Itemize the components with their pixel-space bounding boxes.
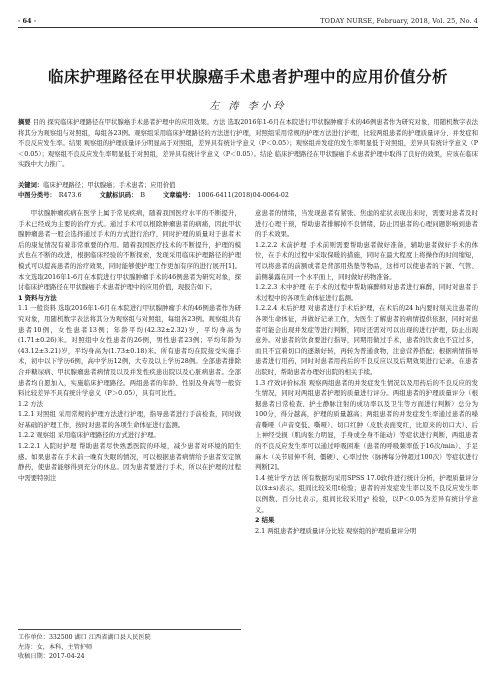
section-heading: 1 资料与方法	[18, 293, 57, 302]
article-authors: 左 涛 李小玲	[209, 101, 287, 112]
intro-paragraph: 甲状腺肿瘤疾病在医学上属于常见疾病，随着我国医疗水平的不断提升，手术已经成为主要的治疗方式。通过手术可以根除肿瘤患者的病痛，因此甲状腺肿瘤患者一般会选择通过手术的方式进行治疗，同时护理的质量对于患者术后的康复情况有着非常重要的作用。随着我国医疗技术的不断提升，护理的模式也在不断的改进，根据临床经验的不断探索，发现采用临床护理路径的护理模式可以提高患者的治疗效果，同时能够使护理工作更加有序的进行展开[1]。本文选取2016年1-6月在本院进行甲状腺肿瘤手术的46例患者为研究对象，探讨临床护理路径在甲状腺癌手术患者护理中的应用价值，现报告如下。	[18, 209, 241, 292]
keywords	[18, 181, 478, 192]
abstract-text: 目的 探究临床护理路径在甲状腺癌手术患者护理中的应用效果。方法 选取2016年1-6月在本院进行甲状腺肿瘤手术的46例患者作为研究对象，用随机数字表法将其分为观察组与对照组，每组各23例。观察组采用临床护理路径的方法进行护理，对照组采用常规的护理方法进行护理，比较两组患者的护理质量评分、并发症和不良反应发生率。结果 观察组的护理质量评分明显高于对照组，差异具有统计学意义（P＜0.05）；观察组并发症的发生率明显低于对照组，差异具有统计学意义（P＜0.05）；观察组不良反应发生率明显低于对照组，差异具有统计学意义（P＜0.05）。结论 临床护理路径在甲状腺癌手术患者护理中取得了良好的效果，应该在临床实践中大力推广。	[18, 119, 478, 168]
article-number: 文章编号： 1006-6411(2018)04-0064-02	[162, 192, 289, 199]
cls-number: 中图分类号： R473.6	[18, 192, 82, 199]
body-paragraph: 1.2.2.1 入院时护理 帮助患者尽快熟悉医院的环境，减少患者对环境的陌生感。如果患者在手术前一晚有失眠的情况，可以根据患者病情给予患者安定镇静药，使患者能够得到充分的休息。因为患者要进行手术，所以在护理的过程中需要特别注	[18, 442, 241, 482]
page-number: · 64 ·	[18, 17, 37, 25]
body-paragraph: 1.3 疗效评价标准 观察两组患者的并发症发生情况以及用药后的不良反应的发生情况，同时对两组患者护理的质量进行评分。两组患者的护理质量评分（根据患者日常检查、护士静脉注射的成功率以及卫生等方面进行判断）总分为100分，得分越高，护理的质量越高；两组患者的并发症发生率通过患者的嗓音嘶哑（声音变低、嘶哑）、切口红肿（皮肤表面变红，比原来的切口大）、后上神经受损（肌肉张力明显，手身或全身不能动）等症状进行判断，两组患者的不良反应发生率可以通过呼吸困难（患者的呼吸频率低于16次/min）、手足麻木（关节屈伸不利、僵硬）、心率过快（脉搏每分钟超过100次）等症状进行判断[2]。	[255, 378, 478, 472]
body-paragraph: 意患者的情绪，当发现患者有紧张、焦虑的症状表现出来时，需要对患者及时进行心理干预，帮助患者排解掉不良情绪，防止因患者的心理问题影响到患者的手术效果。	[255, 209, 478, 239]
author-info: 左涛：女，本科，主管护师	[18, 643, 93, 651]
body-paragraph: 1.2.1 对照组 采用常规的护理方法进行护理，指导患者进行手前检查，同时做好基础的护理工作，按时对患者的各项生命体征进行监测。	[18, 410, 241, 429]
body-paragraph: 1.1 一般资料 选取2016年1-6月在本院进行甲状腺肿瘤手术的46例患者作为研究对象，用随机数字表法将其分为观察组与对照组，每组各23例。观察组共有患者10例，女性患者13例；年龄平均(42.32±2.32)岁，平均身高为(1.71±0.26)米。对照组中女性患者的26例，男性患者23例；平均年龄为(43.12±3.21)岁，平均身高为(1.73±0.18)米。所有患者均在院接受实施手术，初中以下学历6例，高中学历12例，大专及以上学历28例。全部患者排除合并糖尿病、甲状腺瘤患者病情及以及并发性疾患出院以及心脏病患者。全部患者均自愿加入，实施临床护理路径。两组患者的年龄、性别及身高等一般资料比较差异不具有统计学意义（P＞0.05），具有可比性。	[18, 304, 241, 398]
subsection-heading: 1.2 方法	[18, 399, 43, 408]
doc-code: 文献标识码： B	[99, 192, 145, 199]
article-title: 临床护理路径在甲状腺癌手术患者护理中的应用价值分析	[47, 68, 448, 86]
body-paragraph: 2.1 两组患者护理质量评分比较 观察组的护理质量评分明	[255, 526, 417, 535]
author-footnote	[18, 629, 241, 662]
section-heading: 2 结果	[255, 516, 275, 525]
body-column-right	[255, 208, 478, 536]
work-unit: 工作单位：332500 湖口 江西省湖口县人民医院	[18, 634, 151, 641]
abstract-label: 摘要	[18, 119, 31, 126]
body-paragraph: 1.4 统计学方法 所有数据均采用SPSS 17.0软件进行统计分析，护理质量评分以(x̄±s)表示，组间比较采用t检验；患者的并发症发生率以及不良反应发生率以例数、百分比表示，组间比较采用χ² 检验，以P＜0.05为差异有统计学意义。	[255, 473, 478, 514]
keywords-text: 临床护理路径；甲状腺癌；手术患者；应用价值	[43, 182, 176, 189]
body-paragraph: 1.2.2.3 术中护理 在手术的过程中帮助麻醉师对患者进行麻醉，同时对患者手术过程中的各项生命体征进行监测。	[255, 283, 478, 302]
body-column-left	[18, 208, 241, 483]
abstract	[18, 118, 478, 171]
classification-line	[18, 191, 478, 202]
body-paragraph: 1.2.2.4 术后护理 对患者进行手术后护理，在术后的24 h内要时刻关注患者的各项生命体征，并做好记录工作，为医生了解患者的病情提供依据，同时对患者可能会出现并发症等进行判断，同时还需对可以出现的进行护理，防止出现意外。对患者的饮食要进行指导，同期用做过手术，患者的饮食也不宜过多，而且不宜着切口的逐渐好转，再转为普通食物，注意营养搭配；根据病情指导患者进行用药，同时对患者用药后的不良反应以及后期效果进行记录。在患者出院时，帮助患者办理好出院的相关手续。	[255, 304, 478, 376]
body-paragraph: 1.2.2.2 术前护理 手术前则需要帮助患者做好准备，辅助患者做好手术的体位，在手术的过程中采取保暖的措施，同时在最大程度上将操作的时间缩短，可以将患者的前额或者是背部用热垫等物品，这样可以使患者的下颌、气管、前侧暴露在同一个水平面上，同时做好药物准备。	[255, 240, 478, 281]
body-paragraph: 1.2.2 观察组 采用临床护理路径的方式进行护理。	[18, 431, 160, 440]
received-date: 收稿日期：2017-04-24	[18, 653, 85, 661]
journal-info: TODAY NURSE, February, 2018, Vol. 25, No. 4	[320, 17, 478, 25]
keywords-label: 关键词：	[18, 182, 44, 189]
running-header	[18, 0, 478, 28]
